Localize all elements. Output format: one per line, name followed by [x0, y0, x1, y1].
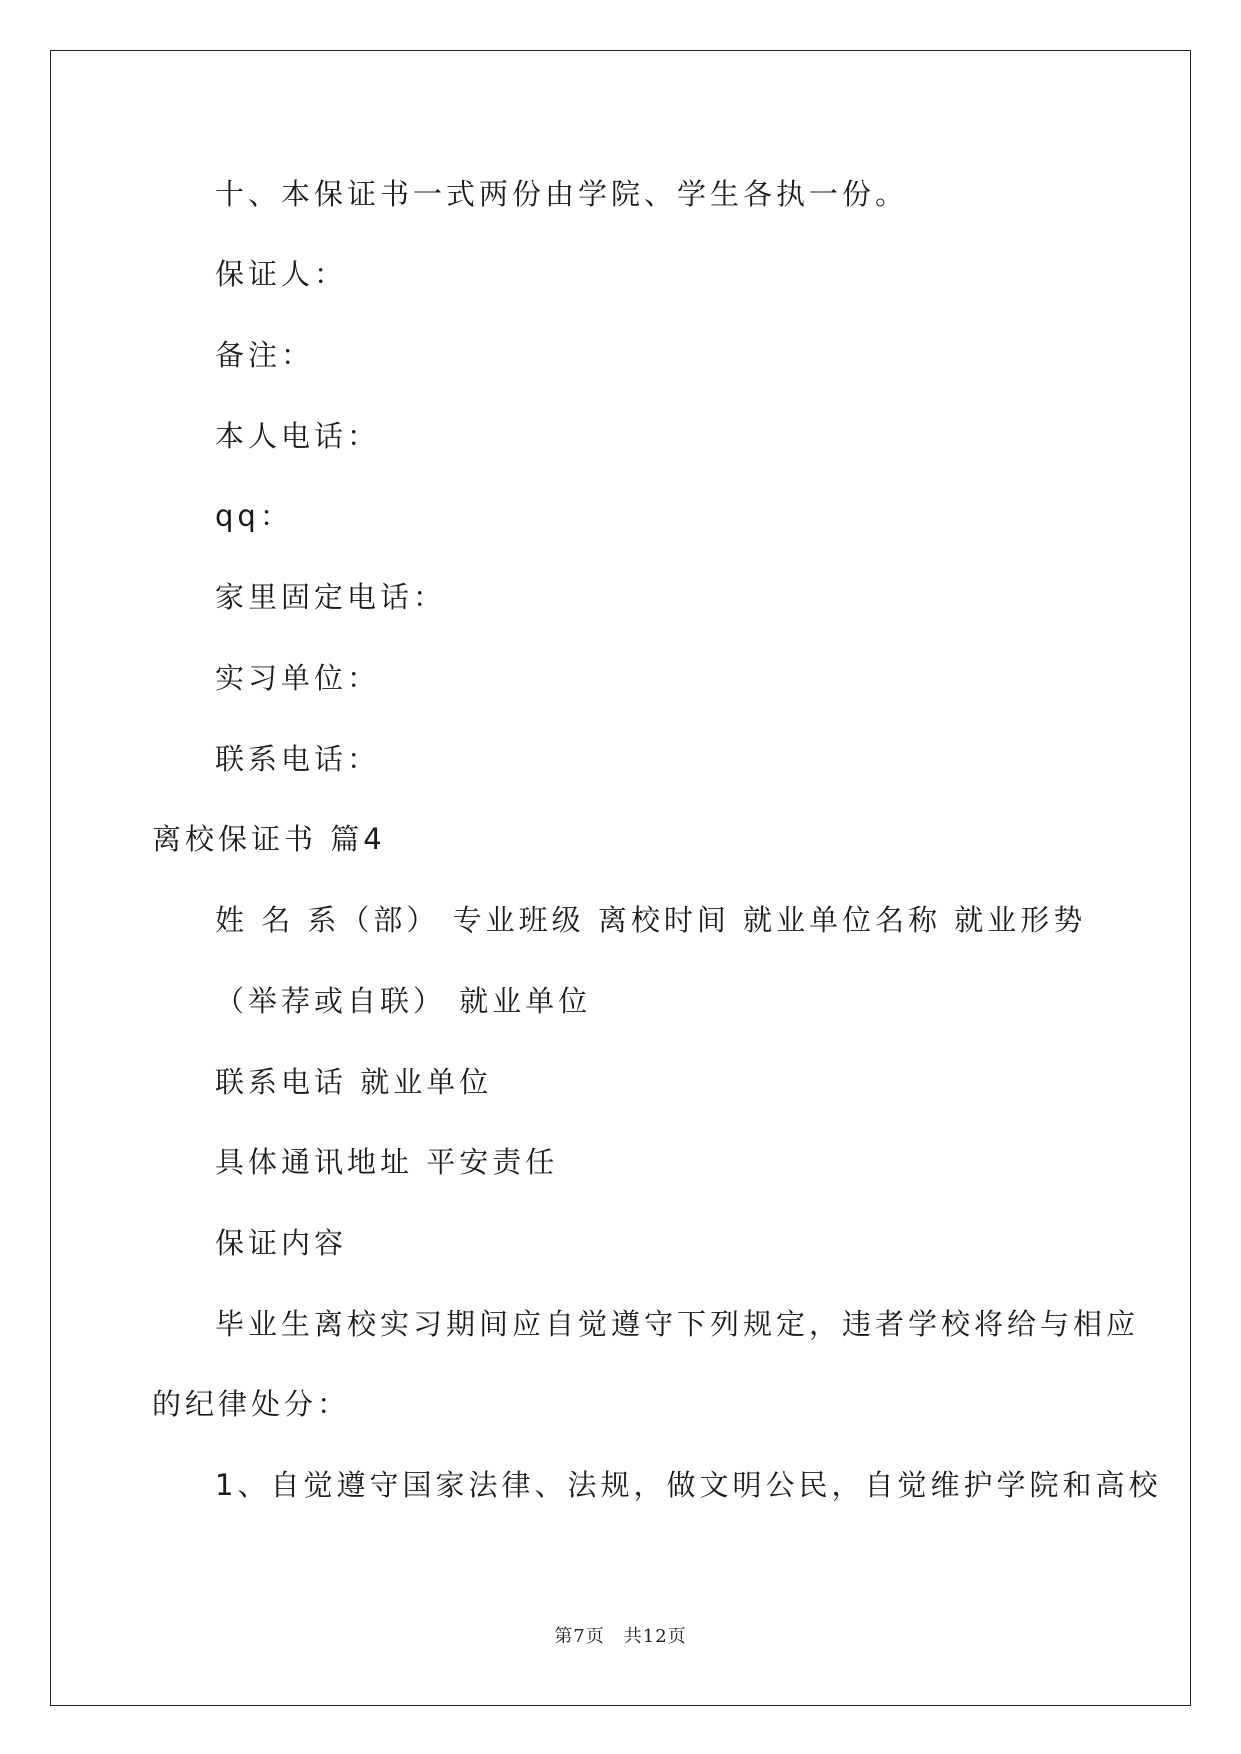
- rule-one: 1、自觉遵守国家法律、法规，做文明公民，自觉维护学院和高校: [215, 1468, 1162, 1502]
- form-fields-row-4: 具体通讯地址 平安责任: [215, 1145, 559, 1179]
- personal-phone-label: 本人电话：: [215, 419, 381, 453]
- page-border: [50, 50, 1191, 1706]
- form-fields-row-1: 姓 名 系（部） 专业班级 离校时间 就业单位名称 就业形势: [215, 903, 1087, 937]
- qq-label: qq：: [215, 499, 293, 533]
- paragraph-line-2: 的纪律处分：: [152, 1387, 351, 1421]
- contact-phone-label: 联系电话：: [215, 742, 381, 776]
- guarantee-content-heading: 保证内容: [215, 1226, 348, 1260]
- page-number-footer: 第7页 共12页: [554, 1626, 687, 1647]
- section-heading: 离校保证书 篇4: [152, 822, 386, 856]
- remarks-label: 备注：: [215, 338, 315, 372]
- form-fields-row-3: 联系电话 就业单位: [215, 1065, 493, 1099]
- clause-ten: 十、本保证书一式两份由学院、学生各执一份。: [215, 177, 909, 211]
- home-phone-label: 家里固定电话：: [215, 580, 447, 614]
- internship-unit-label: 实习单位：: [215, 661, 381, 695]
- paragraph-line-1: 毕业生离校实习期间应自觉遵守下列规定，违者学校将给与相应: [215, 1307, 1140, 1341]
- form-fields-row-2: （举荐或自联） 就业单位: [215, 984, 592, 1018]
- guarantor-label: 保证人：: [215, 257, 348, 291]
